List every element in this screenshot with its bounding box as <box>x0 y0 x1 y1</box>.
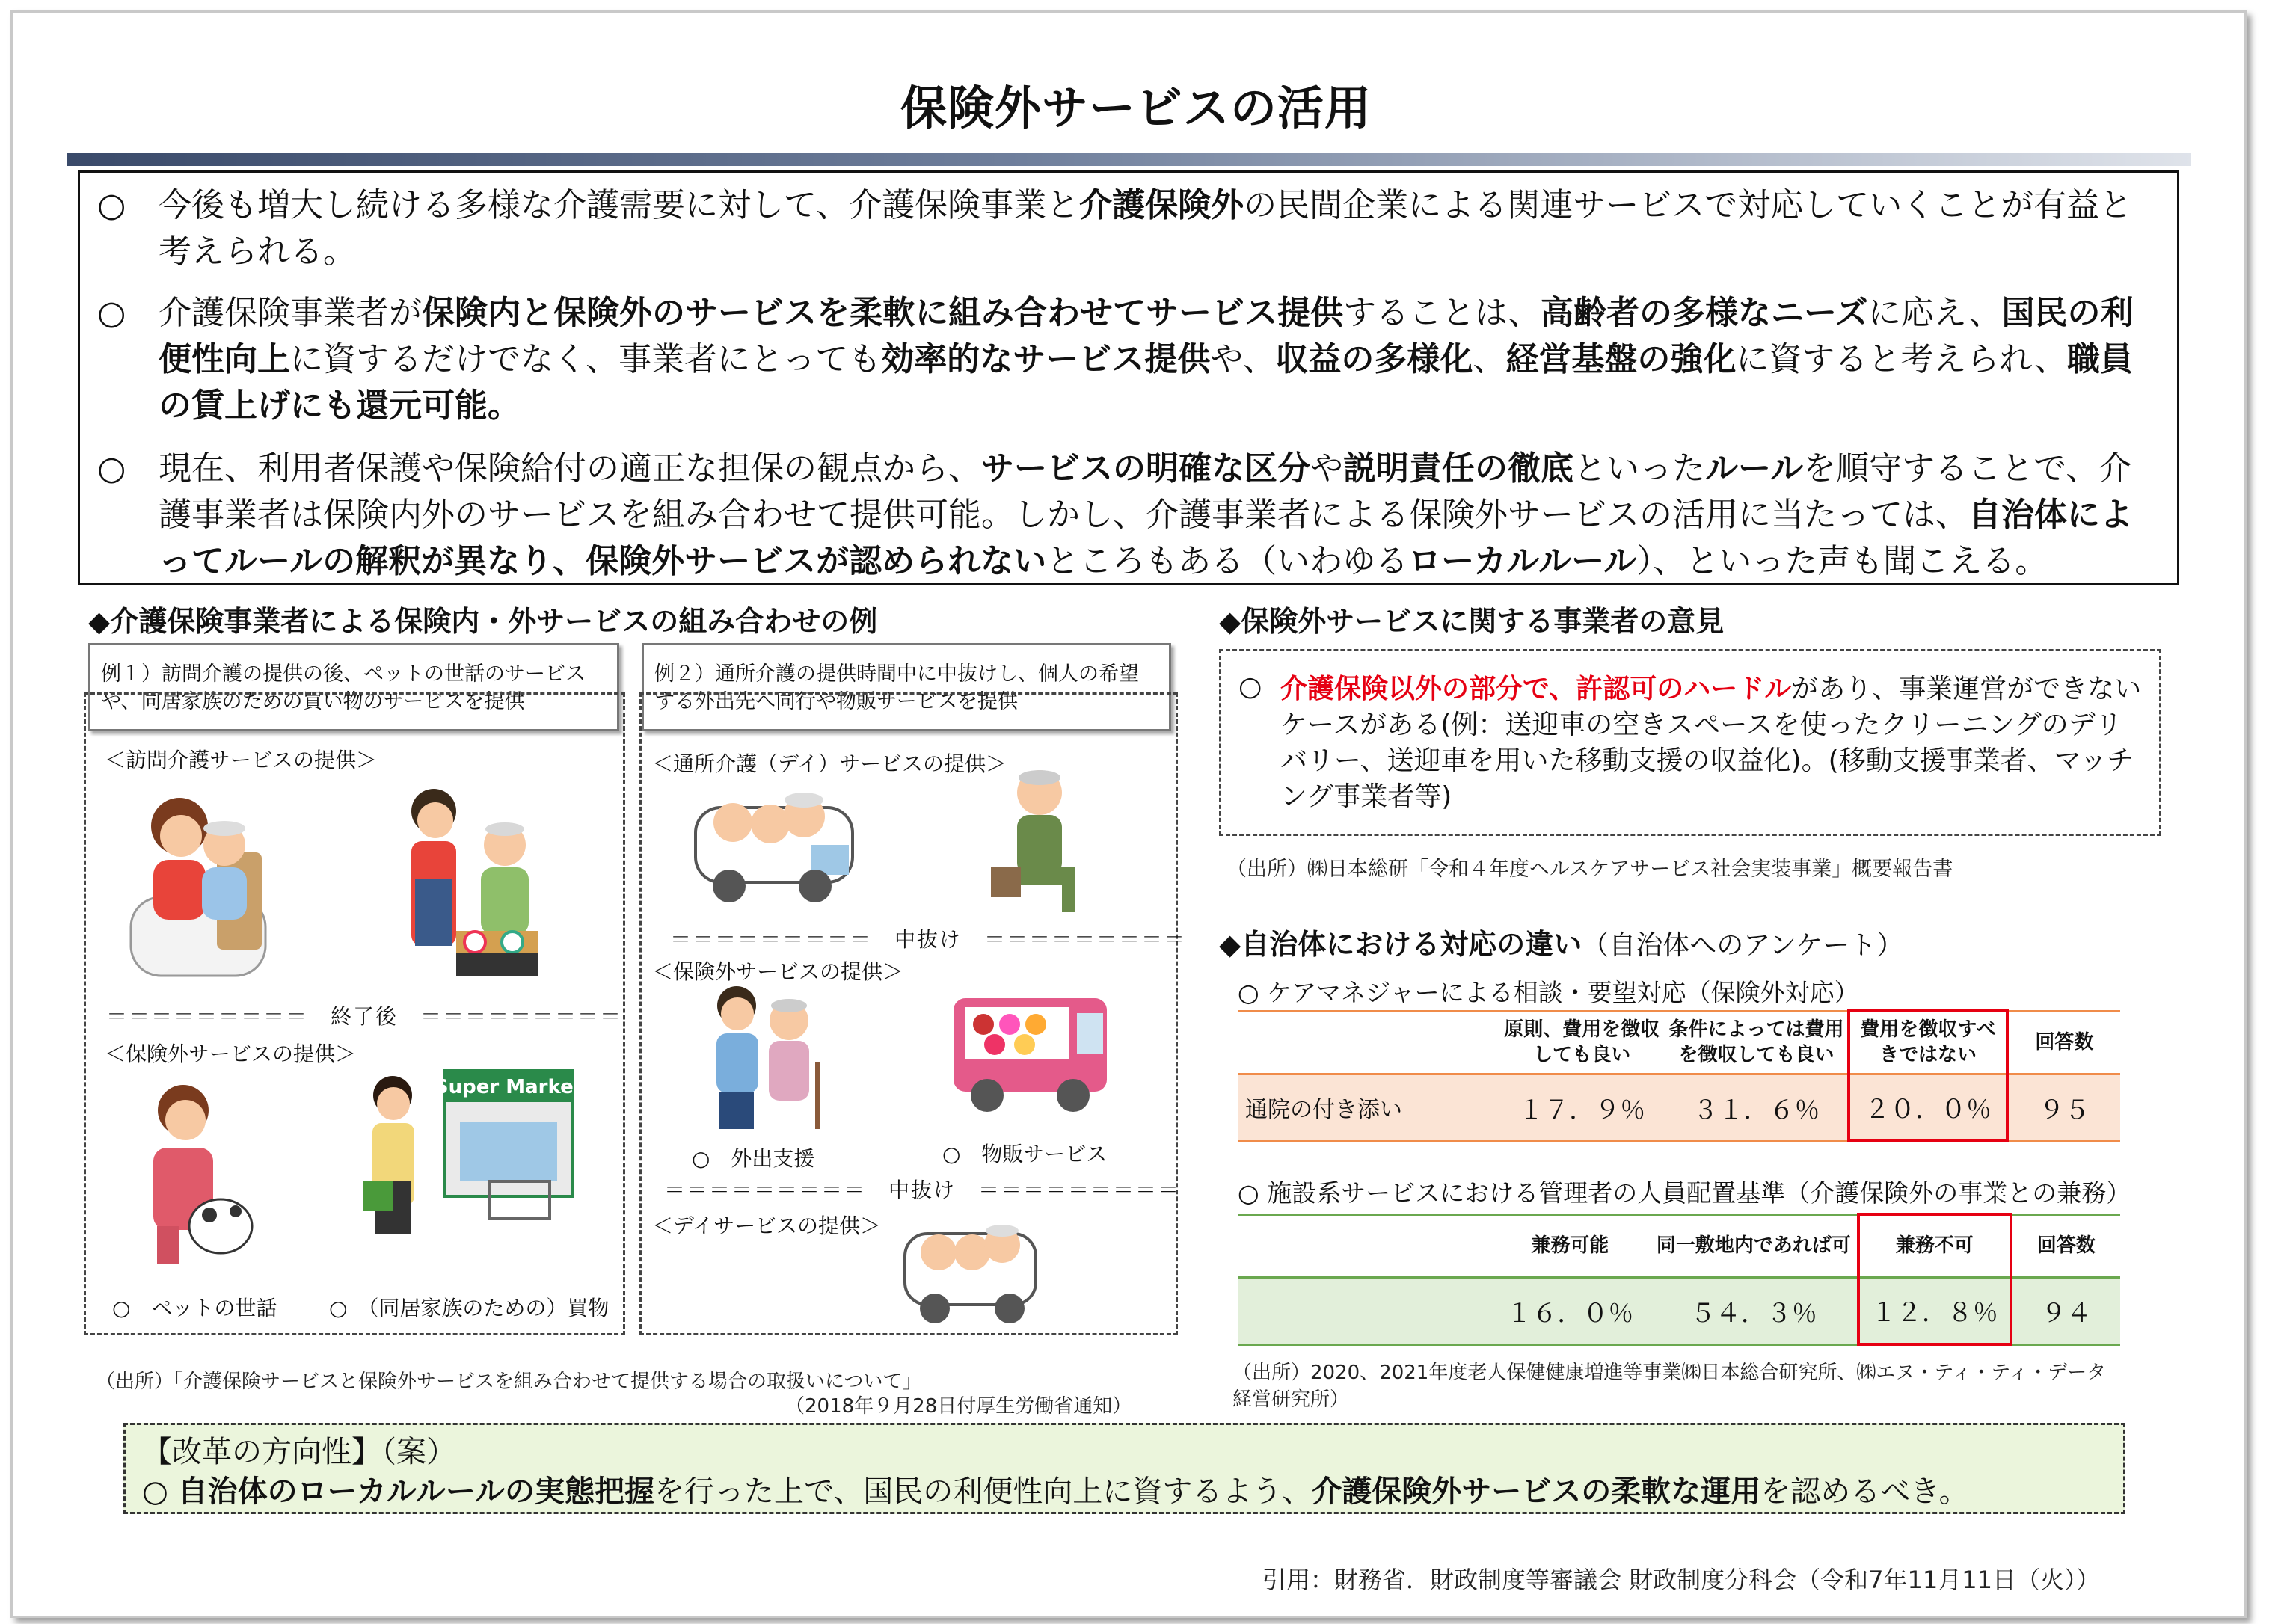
uninsured-label-2: ＜保険外サービスの提供＞ <box>652 959 904 984</box>
table-1-cell: １７．９％ <box>1518 1095 1646 1125</box>
elderly-man-illustration <box>987 763 1092 920</box>
table-1-header: 費用を徴収すべきではない <box>1849 1011 2007 1074</box>
day-care-divider-2: ＝＝＝＝＝＝＝＝＝ 中抜け ＝＝＝＝＝＝＝＝＝ <box>664 1178 1181 1202</box>
visit-care-divider: ＝＝＝＝＝＝＝＝＝ 終了後 ＝＝＝＝＝＝＝＝＝ <box>106 1004 623 1029</box>
example-1-text: 例１）訪問介護の提供の後、ペットの世話のサービスや、同居家族のための買い物のサービスを提供 <box>101 662 586 713</box>
table-2-header: 兼務不可 <box>1858 1214 2011 1277</box>
bullet-1-symbol: ○ <box>97 186 126 224</box>
right-section-heading-2: ◆自治体における対応の違い（自治体へのアンケート） <box>1219 928 1904 961</box>
outing-support-illustration <box>696 979 838 1129</box>
shopping-illustration <box>359 1069 606 1234</box>
pet-care-caption: ○ ペットの世話 <box>112 1296 277 1320</box>
table-1-header: 原則、費用を徴収しても良い <box>1504 1018 1660 1066</box>
example-2-text: 例２）通所介護の提供時間中に中抜けし、個人の希望する外出先へ同行や物販サービスを提供 <box>654 662 1139 713</box>
bullet-2-symbol: ○ <box>97 294 126 332</box>
bullet-3-text: 現在、利用者保護や保険給付の適正な担保の観点から、サービスの明確な区分や説明責任の徹底といったルールを順守することで、介護事業者は保険内外のサービスを組み合わせて提供可能。しかし、介護事業者による保険外サービスの活用に当たっては、自治体によってルールの解釈が異なり、保険外サービスが認められないところもある（いわゆるローカルルール）、といった声も聞こえる。 <box>159 449 2133 580</box>
table-2-cell: １６．０％ <box>1506 1298 1634 1329</box>
bullet-3-symbol: ○ <box>97 449 126 487</box>
left-source-line-2: （2018年９月28日付厚生労働省通知） <box>785 1395 1132 1418</box>
opinion-text: 介護保険以外の部分で、許認可のハードルがあり、事業運営ができないケースがある(例：送迎車の空きスペースを使ったクリーニングのデリバリー、送迎車を用いた移動支援の収益化)。(移動支援事業者、マッチング事業者等) <box>1280 674 2142 812</box>
table-1-cell: ３１．６％ <box>1692 1095 1820 1125</box>
day-care-van-illustration-1 <box>692 778 856 908</box>
table-1-corner <box>1238 1011 1499 1074</box>
title-underline-bar <box>67 153 2191 166</box>
day-service-label: ＜デイサービスの提供＞ <box>652 1214 882 1238</box>
left-section-heading: ◆介護保険事業者による保険内・外サービスの組み合わせの例 <box>88 605 878 638</box>
table-2-corner <box>1238 1214 1490 1277</box>
table-2-header: 兼務可能 <box>1531 1234 1609 1257</box>
meal-assist-illustration <box>393 781 542 983</box>
supermarket-sign-text: Super Market <box>434 1076 583 1098</box>
day-care-label: ＜通所介護（デイ）サービスの提供＞ <box>652 751 1007 776</box>
uninsured-label-1: ＜保険外サービスの提供＞ <box>105 1042 357 1066</box>
visit-care-label: ＜訪問介護サービスの提供＞ <box>105 748 378 772</box>
table-1-title: ○ ケアマネジャーによる相談・要望対応（保険外対応） <box>1238 978 1859 1007</box>
table-2-header: 同一敷地内であれば可 <box>1656 1234 1851 1257</box>
bullet-1-text: 今後も増大し続ける多様な介護需要に対して、介護保険事業と介護保険外の民間企業による関連サービスで対応していくことが有益と考えられる。 <box>159 186 2133 271</box>
opinion-source: （出所）㈱日本総研「令和４年度ヘルスケアサービス社会実装事業」概要報告書 <box>1226 858 1953 881</box>
table-1 <box>1238 1009 2120 1142</box>
table-2-row-label-empty <box>1238 1277 1490 1344</box>
table-2-header: 回答数 <box>2036 1234 2096 1257</box>
caregiver-hug-illustration <box>127 785 269 979</box>
table-1-cell: ９５ <box>2039 1095 2090 1125</box>
mobile-sales-caption: ○ 物販サービス <box>942 1142 1108 1166</box>
table-source: （出所）2020、2021年度老人保健健康増進等事業㈱日本総合研究所、㈱エヌ・ティ・ティ・データ経営研究所） <box>1232 1362 2107 1411</box>
table-2-cell: ９４ <box>2040 1298 2092 1329</box>
pet-care-illustration <box>127 1077 262 1271</box>
opinion-bullet: ○ <box>1238 671 1262 702</box>
table-2-cell-highlighted: １２．８％ <box>1858 1277 2011 1344</box>
table-1-header: 条件によっては費用を徴収しても良い <box>1668 1018 1844 1066</box>
page-title: 保険外サービスの活用 <box>900 81 1372 135</box>
table-1-cell-highlighted: ２０．０％ <box>1849 1074 2007 1141</box>
table-1-header: 回答数 <box>2035 1031 2094 1054</box>
bullet-2-text: 介護保険事業者が保険内と保険外のサービスを柔軟に組み合わせてサービス提供することは、高齢者の多様なニーズに応え、国民の利便性向上に資するだけでなく、事業者にとっても効率的なサービス提供や、収益の多様化、経営基盤の強化に資すると考えられ、職員の賃上げにも還元可能。 <box>159 294 2134 425</box>
table-1-row-label: 通院の付き添い <box>1245 1097 1402 1123</box>
citation: 引用：財務省．財政制度等審議会 財政制度分科会（令和7年11月11日（火）） <box>1262 1566 2100 1594</box>
day-care-van-illustration-2 <box>901 1211 1040 1331</box>
mobile-sales-van-illustration <box>950 991 1111 1122</box>
reform-text: ○ 自治体のローカルルールの実態把握を行った上で、国民の利便性向上に資するよう、介護保険外サービスの柔軟な運用を認めるべき。 <box>142 1474 1969 1509</box>
table-2-title: ○ 施設系サービスにおける管理者の人員配置基準（介護保険外の事業との兼務） <box>1238 1178 2131 1208</box>
right-section-heading-1: ◆保険外サービスに関する事業者の意見 <box>1219 605 1725 638</box>
day-care-divider-1: ＝＝＝＝＝＝＝＝＝ 中抜け ＝＝＝＝＝＝＝＝＝ <box>670 927 1187 952</box>
left-source-line-1: （出所）「介護保険サービスと保険外サービスを組み合わせて提供する場合の取扱いについて」 <box>96 1371 922 1393</box>
table-2-cell: ５４．３％ <box>1689 1298 1817 1329</box>
reform-title: 【改革の方向性】（案） <box>142 1435 456 1469</box>
shopping-caption: ○ （同居家族のための）買物 <box>329 1296 610 1320</box>
table-2 <box>1238 1213 2120 1346</box>
outing-support-caption: ○ 外出支援 <box>692 1146 815 1171</box>
